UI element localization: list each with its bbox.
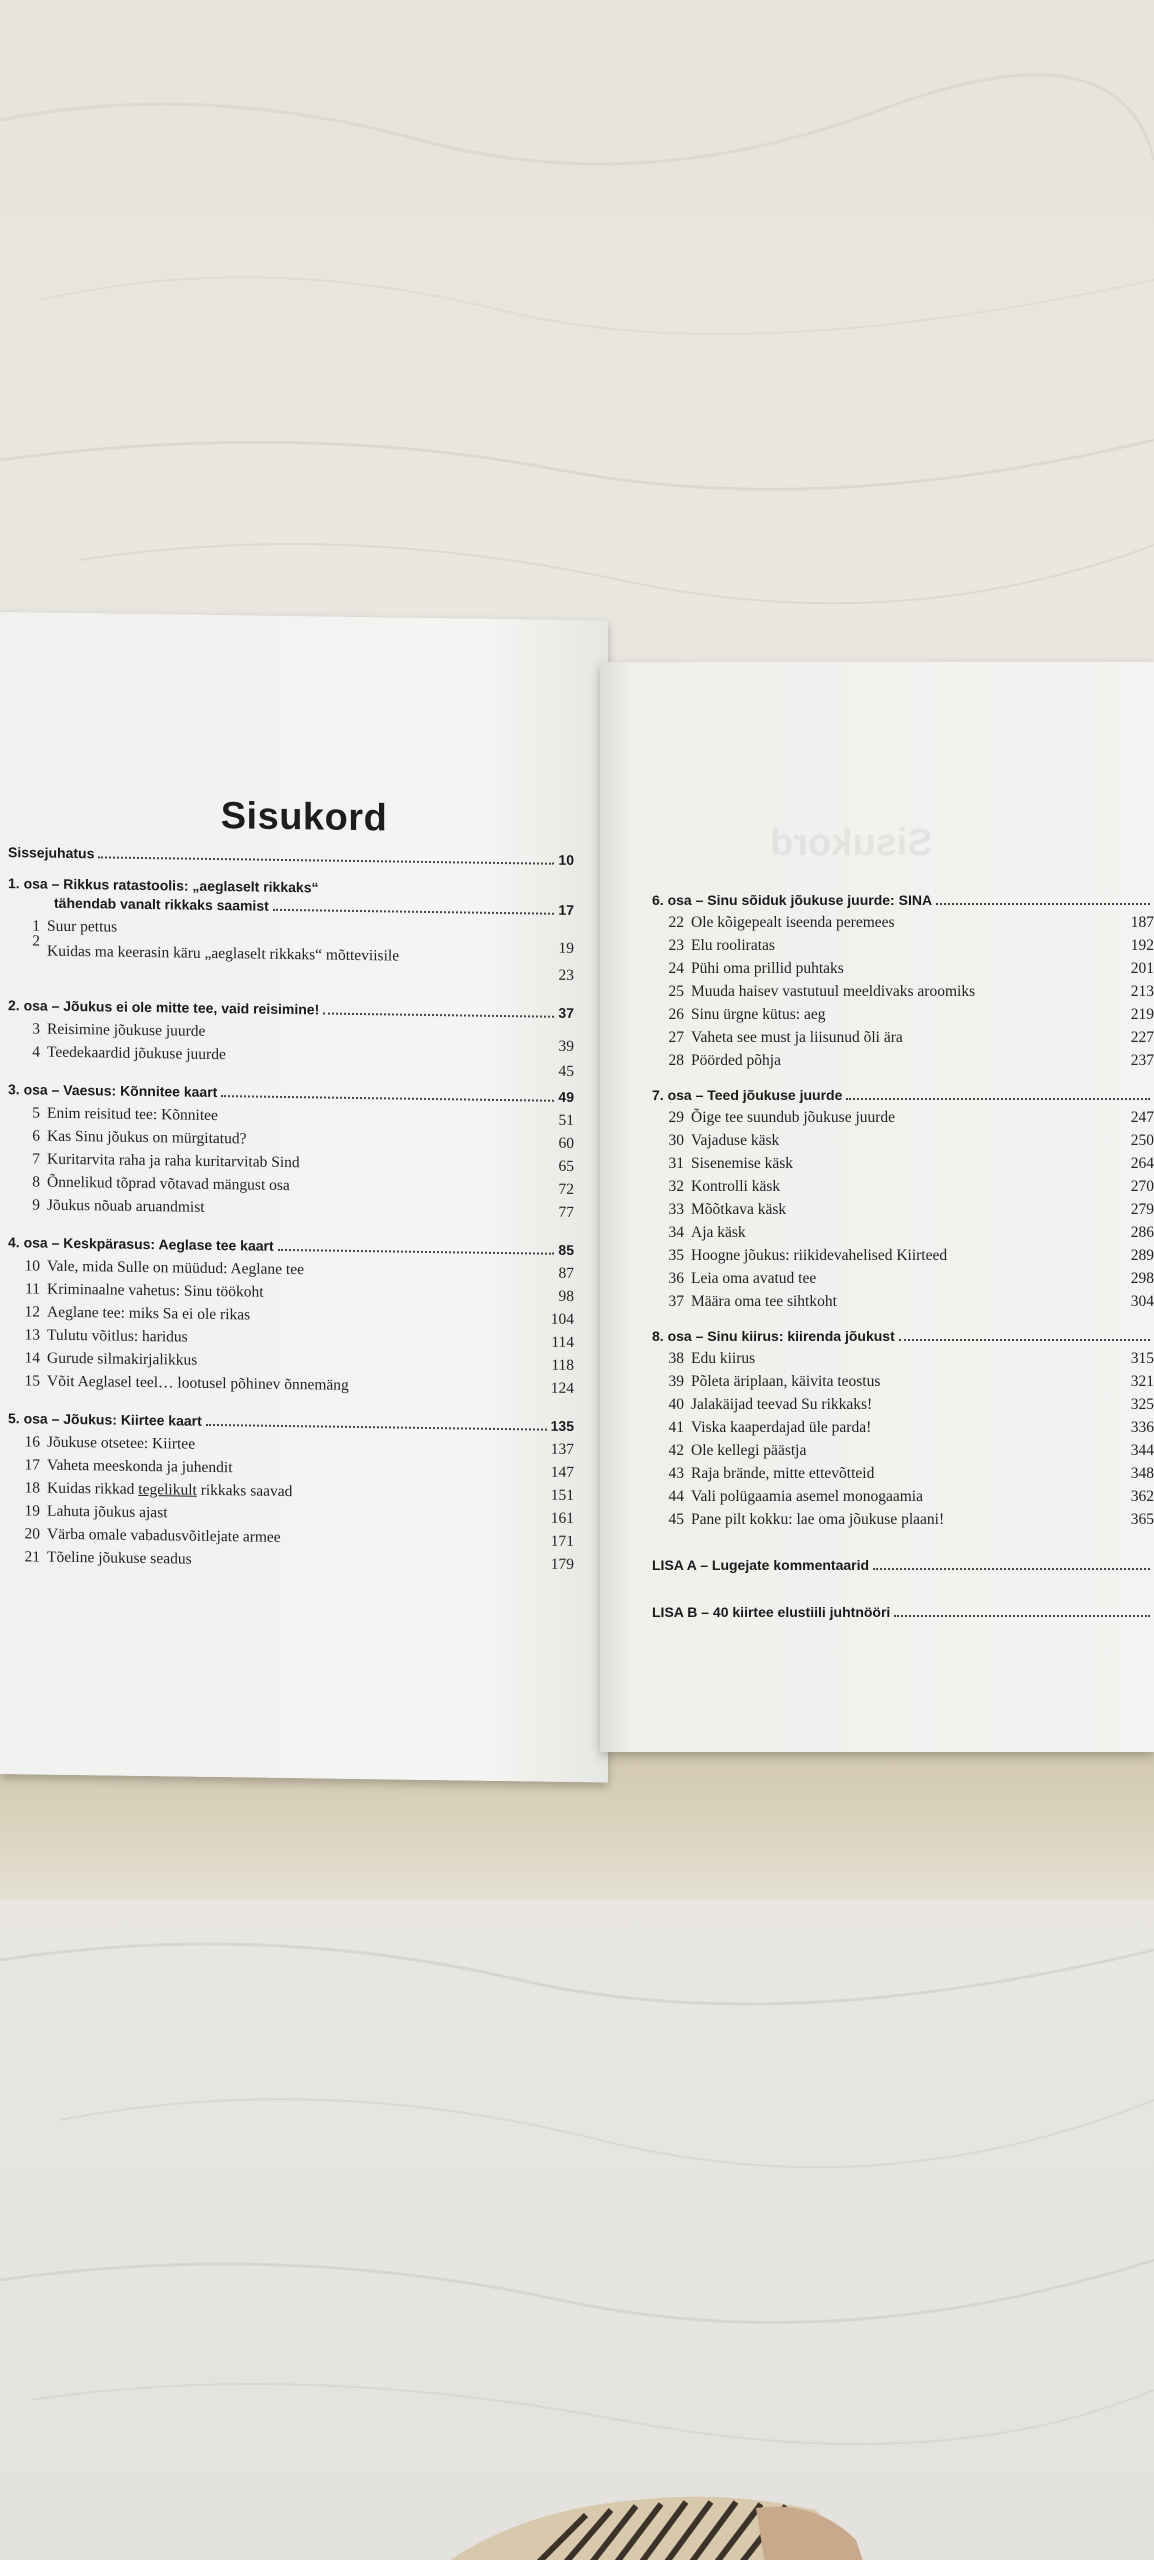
striped-bag [396, 2470, 866, 2560]
toc-chapter: 23 Elu rooliratas 192 [668, 937, 1154, 954]
toc-chapter: 7 Kuritarvita raha ja raha kuritarvitab Sind 65 [32, 1150, 574, 1176]
toc-chapter: 3 Reisimine jõukuse juurde 39 [32, 1020, 574, 1056]
toc-chapter: 32 Kontrolli käsk 270 [668, 1178, 1154, 1195]
toc-part-heading-line2: tähendab vanalt rikkaks saamist 17 [54, 894, 574, 919]
toc-chapter: 5 Enim reisitud tee: Kõnnitee 51 [32, 1104, 574, 1130]
toc-chapter: 15 Võit Aeglasel teel… lootusel põhinev õnnemäng 124 [24, 1372, 574, 1398]
leader-dots [873, 1568, 1150, 1570]
leader-dots [273, 909, 555, 915]
toc-chapter: 14 Gurude silmakirjalikkus 118 [24, 1349, 574, 1375]
toc-chapter: 17 Vaheta meeskonda ja juhendit 147 [24, 1456, 574, 1482]
leader-dots [899, 1339, 1150, 1341]
book-right-page [600, 662, 1154, 1752]
toc-intro-page: 10 [558, 851, 574, 869]
toc-part-heading: 2. osa – Jõukus ei ole mitte tee, vaid reisimine! 37 [8, 997, 574, 1022]
book-left-page [0, 612, 608, 1782]
leader-dots [323, 1013, 554, 1018]
page-title: Sisukord [220, 795, 388, 840]
toc-chapter: 6 Kas Sinu jõukus on mürgitatud? 60 [32, 1127, 574, 1153]
toc-right [652, 892, 1154, 1621]
toc-part-page: 85 [558, 1241, 574, 1259]
toc-chapter: 45 Pane pilt kokku: lae oma jõukuse plaani! 365 [668, 1511, 1154, 1528]
toc-chapter: 28 Pöörded põhja 237 [668, 1052, 1154, 1069]
toc-chapter: 29 Õige tee suundub jõukuse juurde 247 [668, 1109, 1154, 1126]
toc-chapter: 2 Kuidas ma keerasin käru „aeglaselt rikkaks“ mõtteviisile 19 [32, 932, 574, 965]
leader-dots [278, 1249, 555, 1255]
toc-chapter: 25 Muuda haisev vastutuul meeldivaks aroomiks 213 [668, 983, 1154, 1000]
toc-chapter: 44 Vali polügaamia asemel monogaamia 362 [668, 1488, 1154, 1505]
toc-chapter: 18 Kuidas rikkad tegelikult rikkaks saavad 151 [24, 1479, 574, 1505]
toc-chapter: 26 Sinu ürgne kütus: aeg 219 [668, 1006, 1154, 1023]
leader-dots [221, 1095, 554, 1102]
toc-chapter: 40 Jalakäijad teevad Su rikkaks! 325 [668, 1396, 1154, 1413]
leader-dots [846, 1098, 1150, 1100]
toc-chapter: 10 Vale, mida Sulle on müüdud: Aeglane tee 87 [24, 1257, 574, 1283]
toc-part-page: 37 [558, 1004, 574, 1022]
toc-intro-label: Sissejuhatus [8, 844, 95, 862]
toc-chapter: 19 Lahuta jõukus ajast 161 [24, 1502, 574, 1528]
toc-chapter: 38 Edu kiirus 315 [668, 1350, 1154, 1367]
toc-chapter: 39 Põleta äriplaan, käivita teostus 321 [668, 1373, 1154, 1390]
toc-chapter: 23 [558, 966, 574, 985]
toc-chapter: 35 Hoogne jõukus: riikidevahelised Kiirteed 289 [668, 1247, 1154, 1264]
toc-chapter: 27 Vaheta see must ja liisunud õli ära 227 [668, 1029, 1154, 1046]
toc-intro [8, 844, 574, 869]
toc-chapter: 13 Tulutu võitlus: haridus 114 [24, 1326, 574, 1352]
toc-chapter: 12 Aeglane tee: miks Sa ei ole rikas 104 [24, 1303, 574, 1329]
leader-dots [894, 1615, 1150, 1617]
toc-chapter: 41 Viska kaaperdajad üle parda! 336 [668, 1419, 1154, 1436]
show-through-title: Sisukord [770, 822, 933, 864]
toc-chapter: 16 Jõukuse otsetee: Kiirtee 137 [24, 1433, 574, 1459]
toc-chapter: 4 Teedekaardid jõukuse juurde 45 [32, 1043, 574, 1081]
toc-chapter: 20 Värba omale vabadusvõitlejate armee 171 [24, 1525, 574, 1551]
toc-part-heading: 1. osa – Rikkus ratastoolis: „aeglaselt rikkaks“ [8, 875, 319, 896]
toc-chapter: 33 Mõõtkava käsk 279 [668, 1201, 1154, 1218]
toc-chapter: 8 Õnnelikud tõprad võtavad mängust osa 72 [32, 1173, 574, 1199]
toc-chapter: 43 Raja brände, mitte ettevõtteid 348 [668, 1465, 1154, 1482]
leader-dots [98, 856, 554, 864]
toc-chapter: 34 Aja käsk 286 [668, 1224, 1154, 1241]
toc-chapter: 36 Leia oma avatud tee 298 [668, 1270, 1154, 1287]
toc-chapter: 37 Määra oma tee sihtkoht 304 [668, 1293, 1154, 1310]
toc-part-page: 17 [558, 901, 574, 919]
toc-left [8, 844, 574, 1576]
leader-dots [206, 1424, 547, 1431]
toc-chapter: 21 Tõeline jõukuse seadus 179 [24, 1548, 574, 1574]
toc-appendix: LISA A – Lugejate kommentaarid [652, 1557, 1154, 1574]
toc-chapter: 22 Ole kõigepealt iseenda peremees 187 [668, 914, 1154, 931]
toc-chapter: 11 Kriminaalne vahetus: Sinu töökoht 98 [25, 1280, 574, 1306]
toc-chapter: 1 Suur pettus [32, 917, 118, 936]
toc-part-heading: 7. osa – Teed jõukuse juurde [652, 1087, 1154, 1104]
toc-part-page: 49 [558, 1088, 574, 1106]
toc-appendix: LISA B – 40 kiirtee elustiili juhtnööri [652, 1604, 1154, 1621]
toc-chapter: 42 Ole kellegi päästja 344 [668, 1442, 1154, 1459]
toc-chapter: 9 Jõukus nõuab aruandmist 77 [32, 1196, 574, 1222]
toc-part-heading: 6. osa – Sinu sõiduk jõukuse juurde: SINA [652, 892, 1154, 909]
toc-part-heading: 3. osa – Vaesus: Kõnnitee kaart 49 [8, 1081, 574, 1106]
toc-chapter: 30 Vajaduse käsk 250 [668, 1132, 1154, 1149]
toc-chapter: 31 Sisenemise käsk 264 [668, 1155, 1154, 1172]
leader-dots [936, 903, 1150, 905]
toc-part-heading: 5. osa – Jõukus: Kiirtee kaart 135 [8, 1410, 574, 1435]
toc-part-heading: 8. osa – Sinu kiirus: kiirenda jõukust [652, 1328, 1154, 1345]
toc-part-heading: 4. osa – Keskpärasus: Aeglase tee kaart 85 [8, 1234, 574, 1259]
toc-chapter: 24 Pühi oma prillid puhtaks 201 [668, 960, 1154, 977]
toc-part-page: 135 [550, 1417, 574, 1435]
